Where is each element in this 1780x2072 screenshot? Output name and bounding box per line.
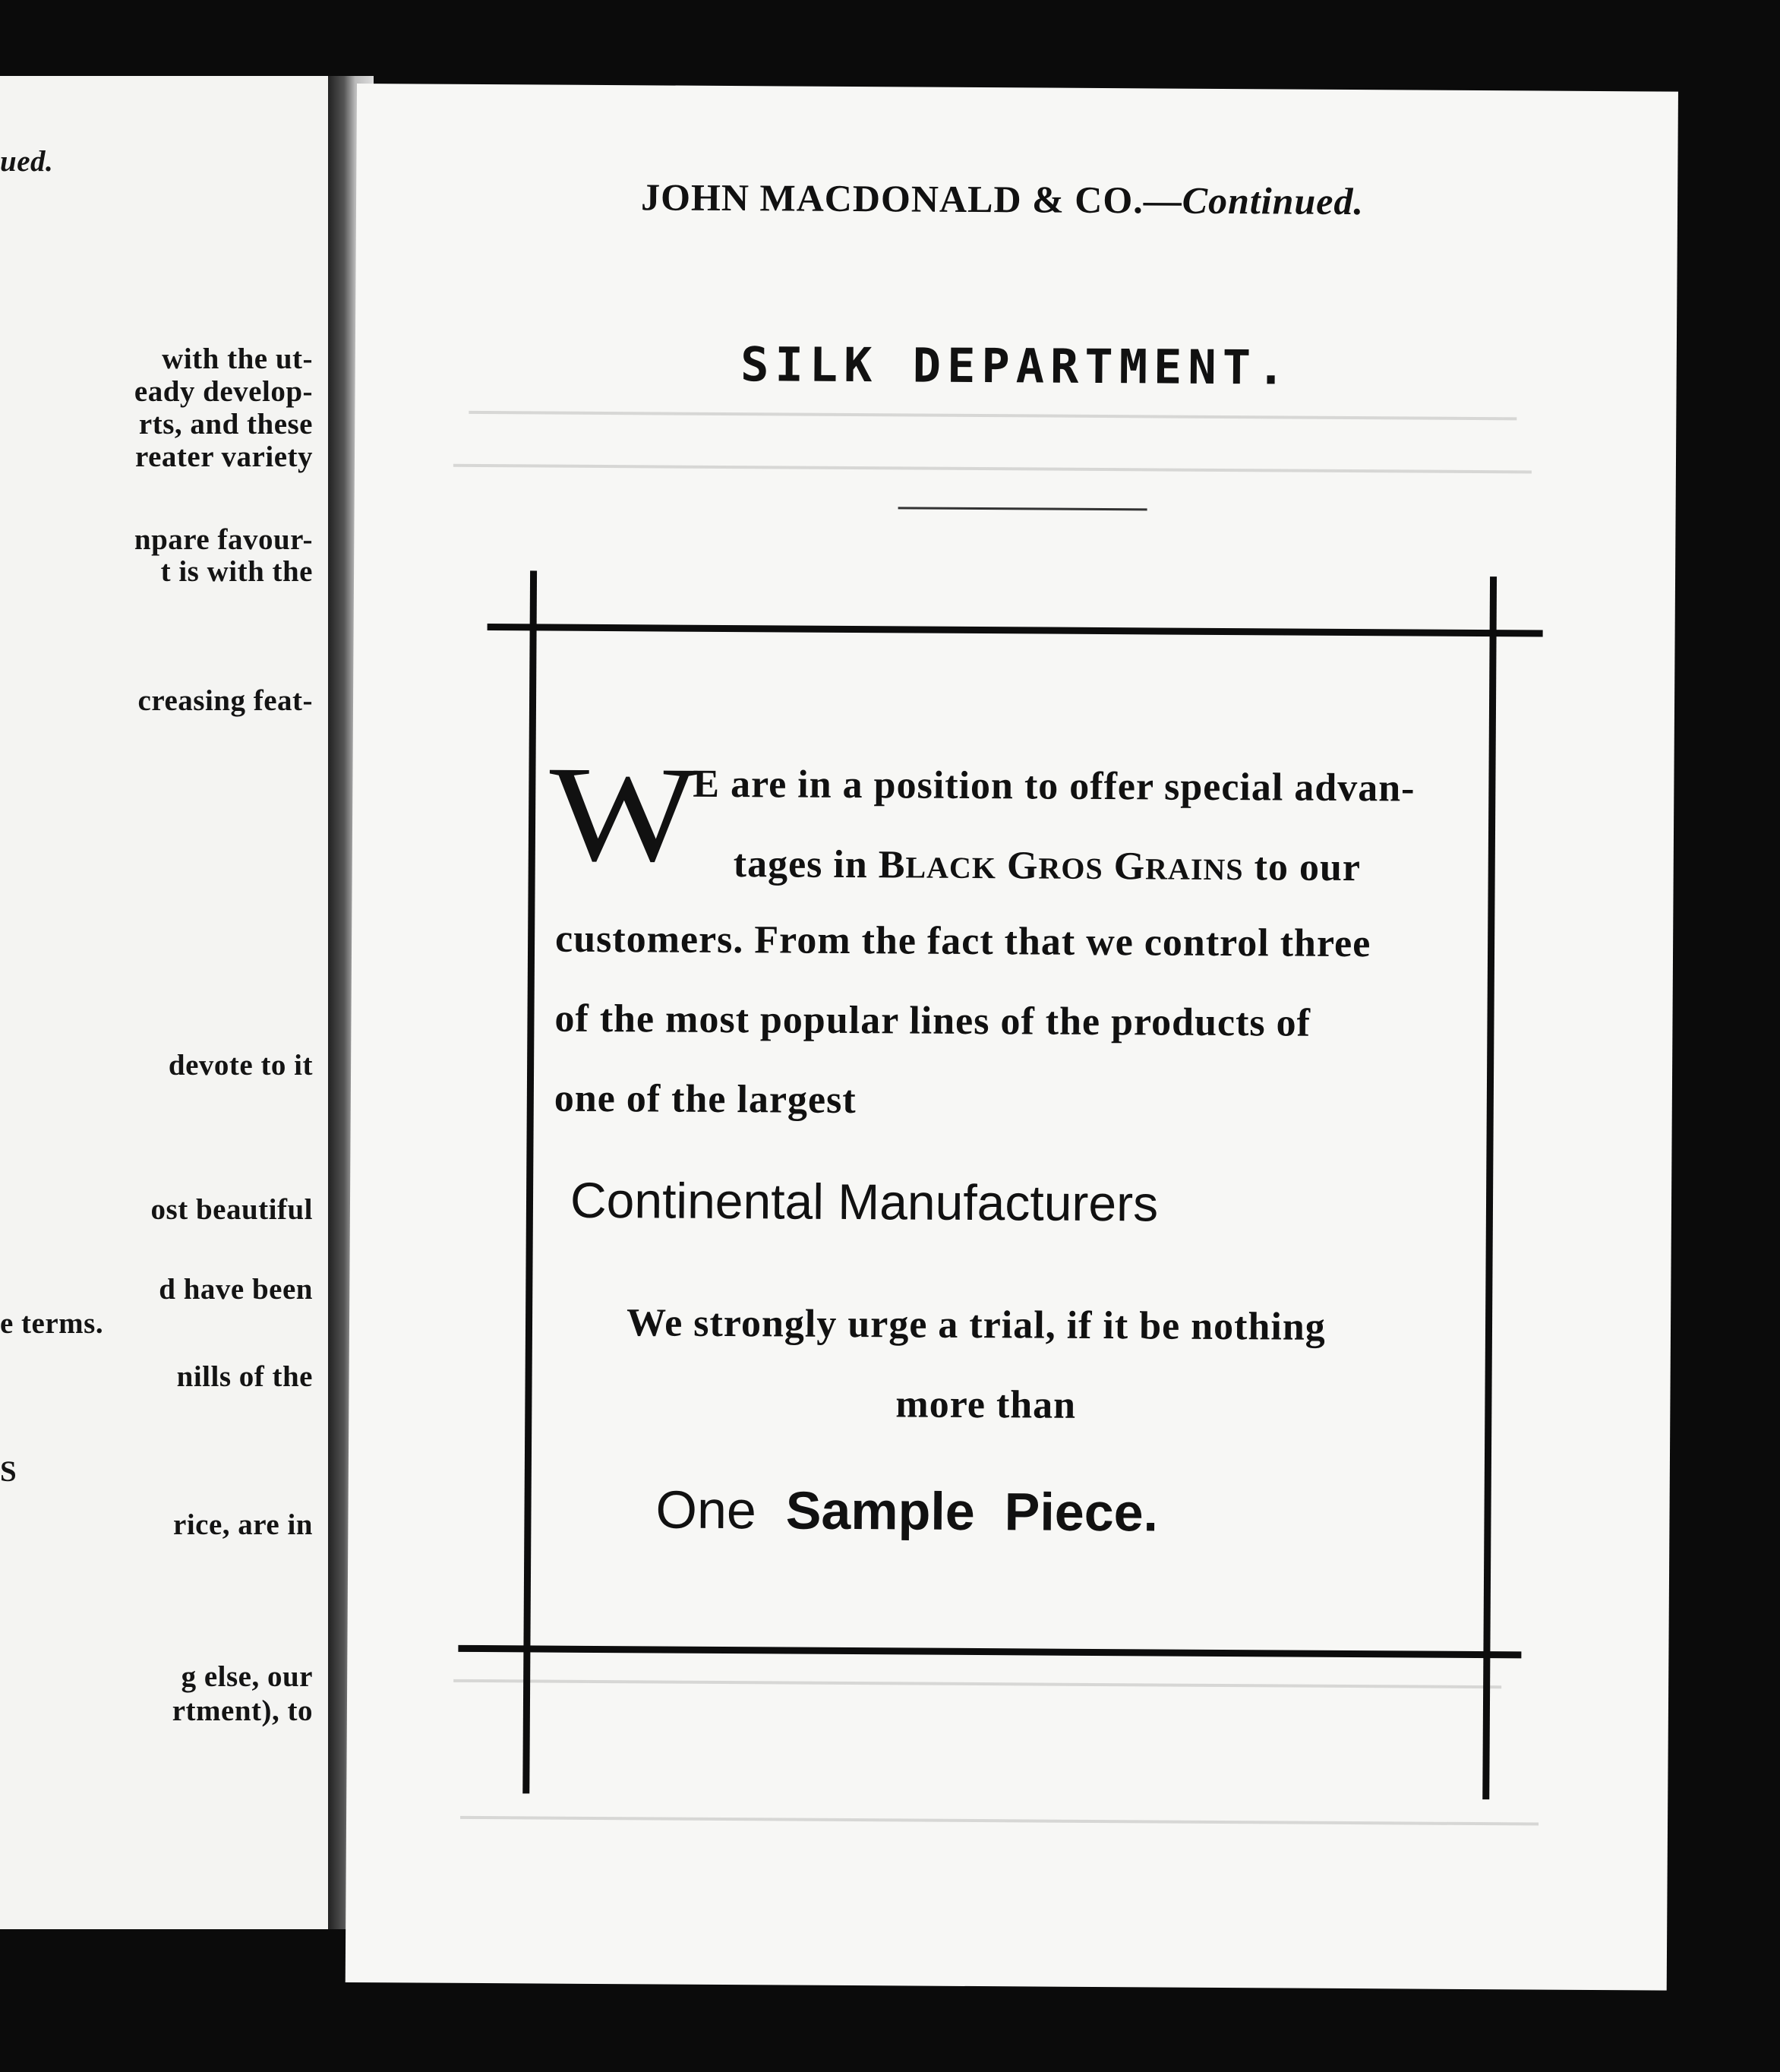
page-title: SILK DEPARTMENT. — [740, 336, 1292, 396]
running-head-continued: Continued. — [1182, 178, 1365, 223]
ad-body-line — [734, 842, 1362, 890]
left-page-line: rts, and these — [138, 408, 313, 441]
sample-word: One — [655, 1480, 757, 1540]
ad-body-line: E are in a position to offer special advan- — [693, 762, 1415, 810]
left-page — [0, 76, 333, 1929]
left-page-line: ued. — [0, 145, 54, 178]
running-head-main: JOHN MACDONALD & CO.— — [640, 175, 1182, 222]
left-page-line: rice, are in — [173, 1508, 313, 1541]
left-page-line: npare favour- — [134, 523, 313, 556]
left-page-line: devote to it — [168, 1049, 313, 1082]
small-caps-cap: G — [1006, 844, 1039, 888]
ad-body-text: to our — [1243, 845, 1362, 890]
bleed-through-line — [453, 1679, 1501, 1688]
urge-line: more than — [895, 1382, 1077, 1427]
left-page-line: with the ut- — [162, 343, 313, 375]
left-page-line: S — [0, 1455, 17, 1488]
left-page-line: ost beautiful — [150, 1193, 313, 1226]
ad-body-line: one of the largest — [554, 1076, 857, 1123]
urge-line: We strongly urge a trial, if it be nothing — [626, 1301, 1326, 1349]
sample-word: Piece. — [1004, 1482, 1159, 1543]
frame-right-rule — [1482, 576, 1497, 1799]
bleed-through-line — [453, 464, 1532, 474]
frame-bottom-rule — [458, 1645, 1521, 1659]
left-page-line: e terms. — [0, 1307, 104, 1340]
sample-word: Sample — [785, 1480, 975, 1542]
ad-body-line: customers. From the fact that we control three — [554, 917, 1371, 966]
left-page-line: rtment), to — [172, 1695, 313, 1727]
bleed-through-line — [460, 1816, 1539, 1826]
left-page-line: reater variety — [134, 441, 313, 473]
frame-left-rule — [522, 570, 537, 1793]
sample-heading — [655, 1479, 1158, 1543]
small-caps-rest: RAINS — [1144, 851, 1244, 887]
left-page-line: nills of the — [176, 1360, 313, 1393]
ad-body-line: of the most popular lines of the products of — [554, 997, 1311, 1045]
small-caps-cap: G — [1113, 845, 1146, 889]
left-page-line: d have been — [159, 1273, 313, 1306]
left-page-line: g else, our — [181, 1660, 313, 1693]
left-page-line: t is with the — [160, 555, 313, 588]
small-caps-rest: LACK — [905, 850, 997, 886]
running-head — [641, 175, 1364, 223]
bleed-through-line — [469, 411, 1516, 420]
title-rule — [898, 507, 1147, 510]
drop-cap: W — [548, 738, 699, 890]
left-page-line: eady develop- — [134, 375, 313, 408]
ad-body-text: tages in — [733, 842, 879, 887]
small-caps-cap: B — [878, 843, 906, 887]
continental-heading: Continental Manufacturers — [570, 1171, 1159, 1232]
right-page — [346, 84, 1678, 1991]
left-page-line: creasing feat- — [137, 684, 313, 717]
small-caps-rest: ROS — [1038, 851, 1103, 886]
frame-top-rule — [488, 624, 1543, 636]
